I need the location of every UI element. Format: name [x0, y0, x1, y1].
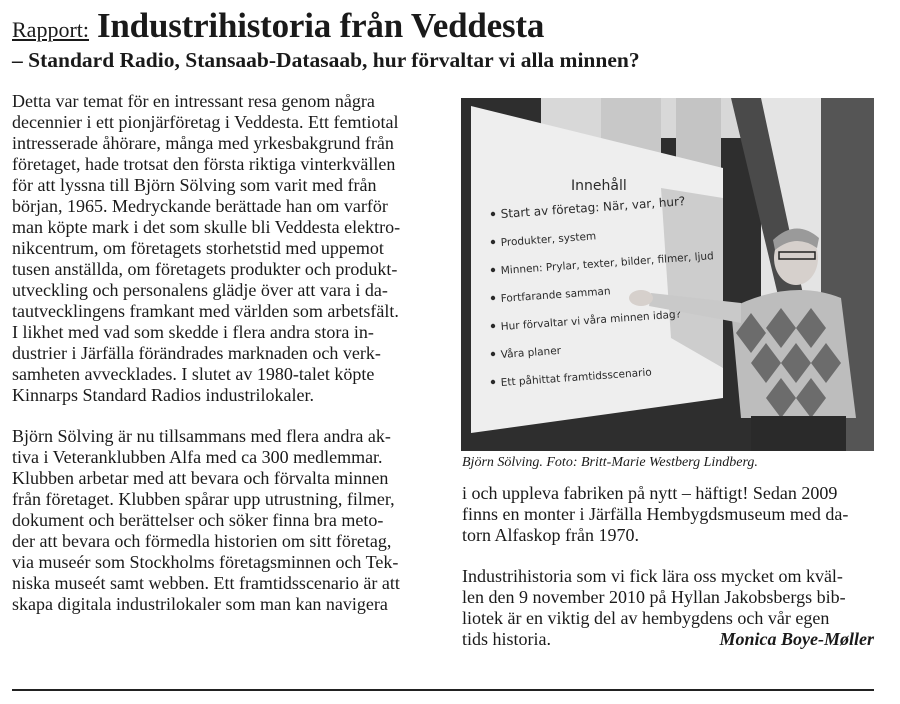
closing-line [462, 629, 874, 650]
text-line: Kinnarps Standard Radios industrilokaler. [12, 385, 314, 405]
text-line: liotek är en viktig del av hembygdens och vår egen [462, 608, 830, 628]
text-line: nikcentrum, om företagets storhetstid med uppemot [12, 238, 384, 258]
speaker-photo [461, 98, 874, 451]
text-line: torn Alfaskop från 1970. [462, 525, 639, 545]
photo-illustration [461, 98, 874, 451]
left-column [12, 91, 437, 615]
text-line: utveckling och personalens glädje över att vara i da- [12, 280, 388, 300]
slide-item: Våra planer [500, 344, 562, 361]
closing-text: tids historia. [462, 629, 551, 649]
text-line: Björn Sölving är nu tillsammans med flera andra ak- [12, 426, 391, 446]
article-headline: Industrihistoria från Veddesta [97, 6, 545, 45]
text-line: i och uppleva fabriken på nytt – häftigt! Sedan 2009 [462, 483, 838, 503]
paragraph [462, 483, 874, 546]
slide-item: Start av företag: När, var, hur? [500, 194, 686, 221]
text-line: företaget, hade trotsat den första riktiga vinterkvällen [12, 154, 396, 174]
slide-bullet [491, 268, 495, 272]
slide-bullet [491, 380, 495, 384]
text-line: för att lyssna till Björn Sölving som varit med från [12, 175, 377, 195]
slide-bullet [491, 296, 495, 300]
text-line: finns en monter i Järfälla Hembygdsmuseum med da- [462, 504, 849, 524]
slide-item: Minnen: Prylar, texter, bilder, filmer, ljud [500, 250, 715, 277]
text-line: intresserade åhörare, många med yrkesbakgrund från [12, 133, 394, 153]
text-line: samheten avvecklades. I slutet av 1980-talet köpte [12, 364, 375, 384]
slide-bullet [491, 212, 495, 216]
text-line: tusen anställda, om företagets produkter och produkt- [12, 259, 398, 279]
paragraph [462, 566, 874, 629]
article-subtitle: – Standard Radio, Stansaab-Datasaab, hur förvaltar vi alla minnen? [12, 48, 640, 72]
text-line: tiva i Veteranklubben Alfa med ca 300 medlemmar. [12, 447, 383, 467]
article-title-line [12, 6, 892, 46]
text-line: början, 1965. Medryckande berättade han om varför [12, 196, 388, 216]
paragraph [12, 426, 437, 615]
text-line: dustrier i Järfälla förändrades marknaden och verk- [12, 343, 381, 363]
slide-item: Hur förvaltar vi våra minnen idag? [500, 308, 682, 333]
text-line: niska museét samt webben. Ett framtidsscenario är att [12, 573, 400, 593]
text-line: Klubben arbetar med att bevara och förvalta minnen [12, 468, 389, 488]
author-signature: Monica Boye-Møller [719, 629, 874, 649]
text-line: skapa digitala industrilokaler som man kan navigera [12, 594, 388, 614]
slide-item: Ett påhittat framtidsscenario [500, 366, 653, 389]
slide-bullet [491, 352, 495, 356]
slide-item: Produkter, system [500, 230, 597, 249]
slide-title: Innehåll [571, 178, 627, 194]
text-line: len den 9 november 2010 på Hyllan Jakobsbergs bib- [462, 587, 846, 607]
right-column [462, 483, 874, 650]
paragraph [12, 91, 437, 406]
photo-caption: Björn Sölving. Foto: Britt-Marie Westberg Lindberg. [462, 455, 758, 470]
text-line: Industrihistoria som vi fick lära oss mycket om kväl- [462, 566, 843, 586]
text-line: man köpte mark i det som skulle bli Veddesta elektro- [12, 217, 401, 237]
text-line: dokument och berättelser och söker finna bra meto- [12, 510, 384, 530]
text-line: Detta var temat för en intressant resa genom några [12, 91, 375, 111]
text-line: I likhet med vad som skedde i flera andra stora in- [12, 322, 374, 342]
slide-item: Fortfarande samman [500, 285, 611, 305]
text-line: via museér som Stockholms företagsminnen och Tek- [12, 552, 399, 572]
text-line: tautvecklingens framkant med världen som arbetsfält. [12, 301, 399, 321]
text-line: från företaget. Klubben spårar upp utrustning, filmer, [12, 489, 395, 509]
slide-bullet [491, 240, 495, 244]
slide-bullet [491, 324, 495, 328]
bottom-rule [12, 689, 874, 691]
text-line: der att bevara och förmedla historien om sitt företag, [12, 531, 392, 551]
text-line: decennier i ett pionjärföretag i Veddesta. Ett femtiotal [12, 112, 399, 132]
report-kicker: Rapport: [12, 17, 89, 42]
